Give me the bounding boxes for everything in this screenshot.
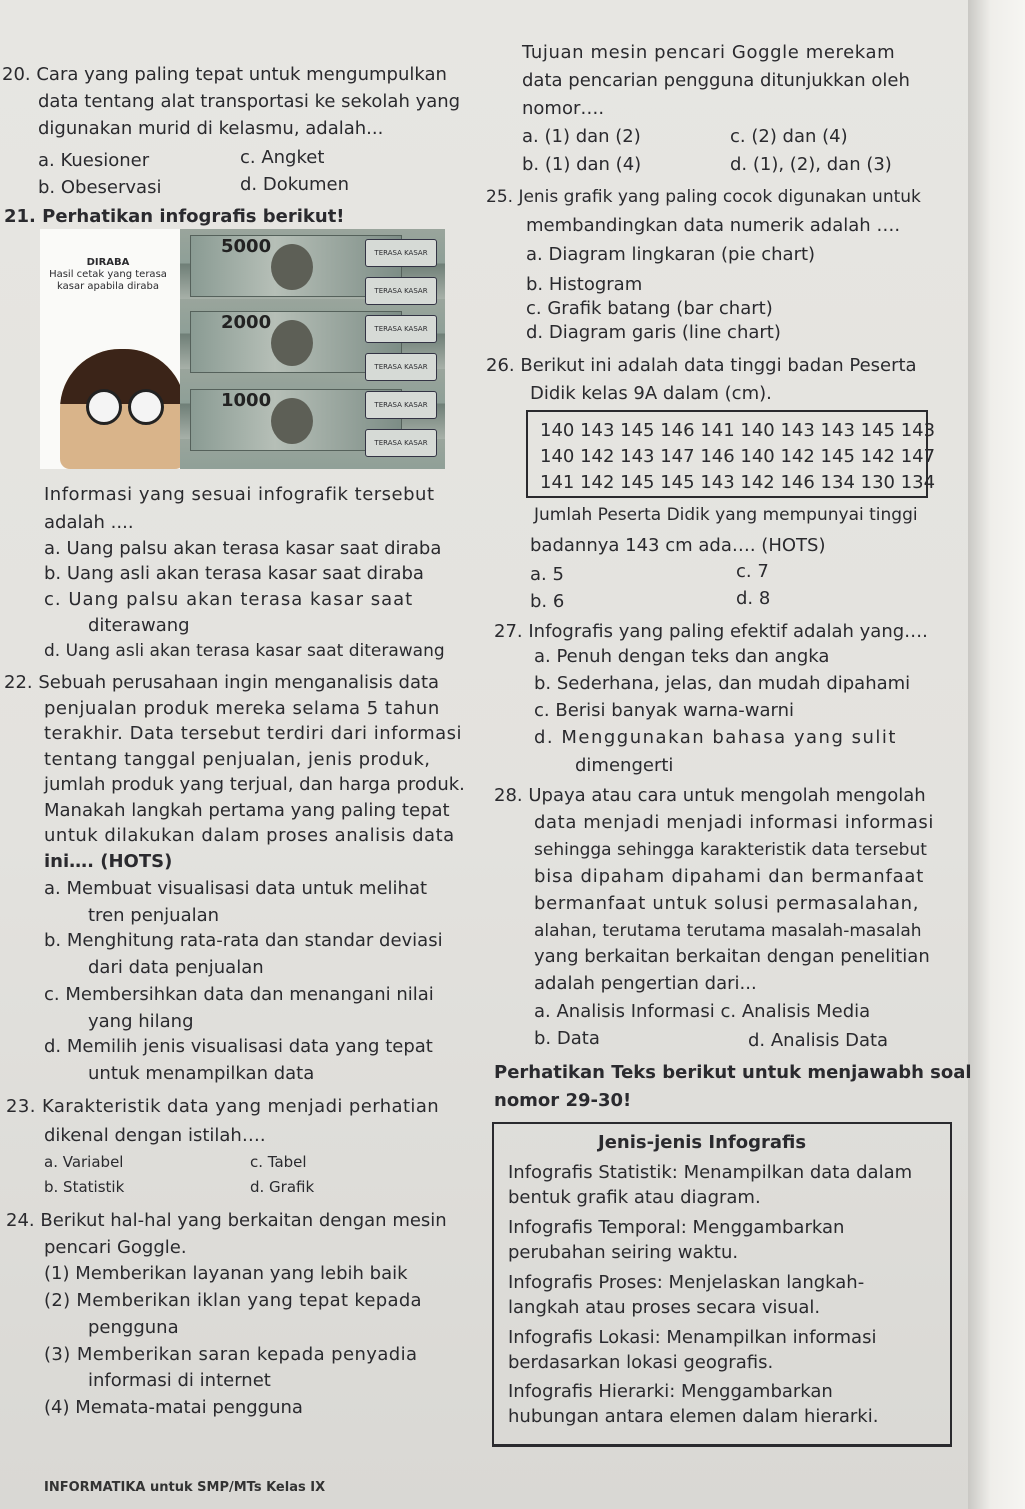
q24-line-1: 24. Berikut hal-hal yang berkaitan dengan mesin (6, 1210, 447, 1231)
texture-tag: TERASA KASAR (365, 315, 437, 343)
q22-option-a[interactable]: a. Membuat visualisasi data untuk melihat (44, 878, 428, 899)
q22-line-6: Manakah langkah pertama yang paling tepat (44, 800, 450, 821)
girl-hair (60, 349, 185, 404)
q24-item-3: (3) Memberikan saran kepada penyadia (44, 1344, 418, 1365)
banknote-value: 1000 (221, 390, 272, 411)
q21-option-c-cont: diterawang (88, 615, 190, 636)
q20-option-b[interactable]: b. Obeservasi (38, 177, 162, 198)
portrait-icon (271, 320, 313, 366)
q21-question-2: adalah .... (44, 512, 134, 533)
q22-option-b-cont: dari data penjualan (88, 957, 264, 978)
height-data-table (526, 410, 936, 498)
q22-line-2: penjualan produk mereka selama 5 tahun (44, 698, 440, 719)
q24-option-a[interactable]: a. (1) dan (2) (522, 126, 641, 147)
q28-line-3: sehingga sehingga karakteristik data tersebut (534, 840, 927, 860)
q24-option-c[interactable]: c. (2) dan (4) (730, 126, 848, 147)
q28-line-6: alahan, terutama terutama masalah-masalah (534, 921, 922, 941)
q24-cont-line-1: Tujuan mesin pencari Goggle merekam (522, 42, 896, 63)
q25-option-d[interactable]: d. Diagram garis (line chart) (526, 322, 781, 343)
q23-option-d[interactable]: d. Grafik (250, 1178, 315, 1196)
texture-tag: TERASA KASAR (365, 391, 437, 419)
q27-option-c[interactable]: c. Berisi banyak warna-warni (534, 700, 794, 721)
q27-option-b[interactable]: b. Sederhana, jelas, dan mudah dipahami (534, 673, 911, 694)
box-line-10: hubungan antara elemen dalam hierarki. (508, 1406, 879, 1427)
book-footer: INFORMATIKA untuk SMP/MTs Kelas IX (44, 1480, 326, 1495)
portrait-icon (271, 244, 313, 290)
infographic-text: Hasil cetak yang terasa kasar apabila diraba (49, 269, 167, 292)
q21-option-d[interactable]: d. Uang asli akan terasa kasar saat diterawang (44, 641, 445, 661)
q26-option-c[interactable]: c. 7 (736, 561, 769, 582)
box-line-4: perubahan seiring waktu. (508, 1242, 739, 1263)
q27-option-d-cont: dimengerti (575, 755, 674, 776)
q24-item-3-cont: informasi di internet (88, 1370, 271, 1391)
q20-line-2: data tentang alat transportasi ke sekolah yang (38, 91, 461, 112)
q24-item-4: (4) Memata-matai pengguna (44, 1397, 303, 1418)
q25-line-2: membandingkan data numerik adalah …. (526, 215, 901, 236)
texture-tag: TERASA KASAR (365, 277, 437, 305)
q24-item-2-cont: pengguna (88, 1317, 179, 1338)
q28-line-7: yang berkaitan berkaitan dengan penelitian (534, 946, 930, 967)
q22-option-d[interactable]: d. Memilih jenis visualisasi data yang tepat (44, 1036, 433, 1057)
q28-option-b[interactable]: b. Data (534, 1028, 600, 1049)
banknote-value: 5000 (221, 236, 272, 257)
q22-line-8: ini…. (HOTS) (44, 851, 173, 872)
infographic-types-box (492, 1122, 952, 1447)
q22-line-5: jumlah produk yang terjual, dan harga produk. (44, 774, 465, 795)
infographic-heading: DIRABA (86, 257, 130, 268)
instruction-line-1: Perhatikan Teks berikut untuk menjawabh soal (494, 1062, 972, 1083)
q25-line-1: 25. Jenis grafik yang paling cocok digunakan untuk (486, 187, 921, 207)
q23-line-1: 23. Karakteristik data yang menjadi perhatian (6, 1096, 440, 1117)
q22-option-c[interactable]: c. Membersihkan data dan menangani nilai (44, 984, 434, 1005)
money-infographic (40, 229, 445, 469)
banknote-value: 2000 (221, 312, 272, 333)
texture-tag: TERASA KASAR (365, 353, 437, 381)
q24-cont-line-2: data pencarian pengguna ditunjukkan oleh (522, 70, 910, 91)
girl-illustration (60, 349, 185, 469)
q25-option-a[interactable]: a. Diagram lingkaran (pie chart) (526, 244, 816, 265)
q21-option-a[interactable]: a. Uang palsu akan terasa kasar saat diraba (44, 538, 442, 559)
q24-item-2: (2) Memberikan iklan yang tepat kepada (44, 1290, 422, 1311)
box-title: Jenis-jenis Infografis (598, 1132, 807, 1153)
q28-line-1: 28. Upaya atau cara untuk mengolah mengolah (494, 785, 926, 806)
q21-title: 21. Perhatikan infografis berikut! (4, 206, 345, 227)
q20-line-3: digunakan murid di kelasmu, adalah... (38, 118, 384, 139)
height-data-row-2: 140 142 143 147 146 140 142 145 142 147 (540, 446, 936, 467)
infographic-caption (48, 257, 168, 293)
page-edge (968, 0, 1025, 1509)
q27-question: 27. Infografis yang paling efektif adalah yang…. (494, 621, 928, 642)
q20-option-d[interactable]: d. Dokumen (240, 174, 350, 195)
q28-option-d[interactable]: d. Analisis Data (748, 1030, 889, 1051)
q22-line-4: tentang tanggal penjualan, jenis produk, (44, 749, 431, 770)
glasses-left-icon (86, 389, 122, 425)
q26-question-1: Jumlah Peserta Didik yang mempunyai tinggi (534, 505, 918, 525)
q26-option-a[interactable]: a. 5 (530, 564, 564, 585)
q25-option-c[interactable]: c. Grafik batang (bar chart) (526, 298, 773, 319)
box-line-3: Infografis Temporal: Menggambarkan (508, 1217, 845, 1238)
portrait-icon (271, 398, 313, 444)
q24-option-d[interactable]: d. (1), (2), dan (3) (730, 154, 892, 175)
q22-option-a-cont: tren penjualan (88, 905, 220, 926)
q22-line-3: terakhir. Data tersebut terdiri dari informasi (44, 723, 463, 744)
q24-option-b[interactable]: b. (1) dan (4) (522, 154, 642, 175)
q21-question-1: Informasi yang sesuai infografik tersebut (44, 484, 435, 505)
box-line-1: Infografis Statistik: Menampilkan data dalam (508, 1162, 913, 1183)
glasses-right-icon (128, 389, 164, 425)
q28-line-5: bermanfaat untuk solusi permasalahan, (534, 893, 920, 914)
q22-option-b[interactable]: b. Menghitung rata-rata dan standar deviasi (44, 930, 443, 951)
q20-line-1: 20. Cara yang paling tepat untuk mengumpulkan (2, 64, 447, 85)
texture-tag: TERASA KASAR (365, 239, 437, 267)
q28-line-2: data menjadi menjadi informasi informasi (534, 812, 934, 833)
box-line-9: Infografis Hierarki: Menggambarkan (508, 1381, 833, 1402)
q24-cont-line-3: nomor…. (522, 98, 605, 119)
texture-tag: TERASA KASAR (365, 429, 437, 457)
q28-line-4: bisa dipaham dipahami dan bermanfaat (534, 866, 925, 887)
q27-option-a[interactable]: a. Penuh dengan teks dan angka (534, 646, 830, 667)
q20-option-a[interactable]: a. Kuesioner (38, 150, 150, 171)
q24-item-1: (1) Memberikan layanan yang lebih baik (44, 1263, 408, 1284)
q23-line-2: dikenal dengan istilah…. (44, 1125, 266, 1146)
q23-option-a[interactable]: a. Variabel (44, 1153, 124, 1171)
box-line-2: bentuk grafik atau diagram. (508, 1187, 761, 1208)
instruction-line-2: nomor 29-30! (494, 1090, 632, 1111)
q26-line-1: 26. Berikut ini adalah data tinggi badan Peserta (486, 355, 917, 376)
q20-option-c[interactable]: c. Angket (240, 147, 325, 168)
q21-option-c[interactable]: c. Uang palsu akan terasa kasar saat (44, 589, 414, 610)
q27-option-d[interactable]: d. Menggunakan bahasa yang sulit (534, 727, 897, 748)
q22-option-c-cont: yang hilang (88, 1011, 194, 1032)
q22-line-1: 22. Sebuah perusahaan ingin menganalisis data (4, 672, 440, 693)
q28-option-a-c[interactable]: a. Analisis Informasi c. Analisis Media (534, 1001, 871, 1022)
q28-line-8: adalah pengertian dari... (534, 973, 757, 994)
q22-line-7: untuk dilakukan dalam proses analisis data (44, 825, 455, 846)
q26-line-2: Didik kelas 9A dalam (cm). (530, 383, 772, 404)
box-line-8: berdasarkan lokasi geografis. (508, 1352, 774, 1373)
q21-option-b[interactable]: b. Uang asli akan terasa kasar saat diraba (44, 563, 424, 584)
q24-line-2: pencari Goggle. (44, 1237, 187, 1258)
q26-option-d[interactable]: d. 8 (736, 588, 771, 609)
q25-option-b[interactable]: b. Histogram (526, 274, 643, 295)
q22-option-d-cont: untuk menampilkan data (88, 1063, 315, 1084)
q23-option-b[interactable]: b. Statistik (44, 1178, 125, 1196)
box-line-7: Infografis Lokasi: Menampilkan informasi (508, 1327, 877, 1348)
box-line-6: langkah atau proses secara visual. (508, 1297, 821, 1318)
q23-option-c[interactable]: c. Tabel (250, 1153, 307, 1171)
box-line-5: Infografis Proses: Menjelaskan langkah- (508, 1272, 865, 1293)
q26-question-2: badannya 143 cm ada…. (HOTS) (530, 535, 826, 556)
height-data-row-1: 140 143 145 146 141 140 143 143 145 143 (540, 420, 936, 441)
height-data-row-3: 141 142 145 145 143 142 146 134 130 134 (540, 472, 936, 493)
q26-option-b[interactable]: b. 6 (530, 591, 565, 612)
